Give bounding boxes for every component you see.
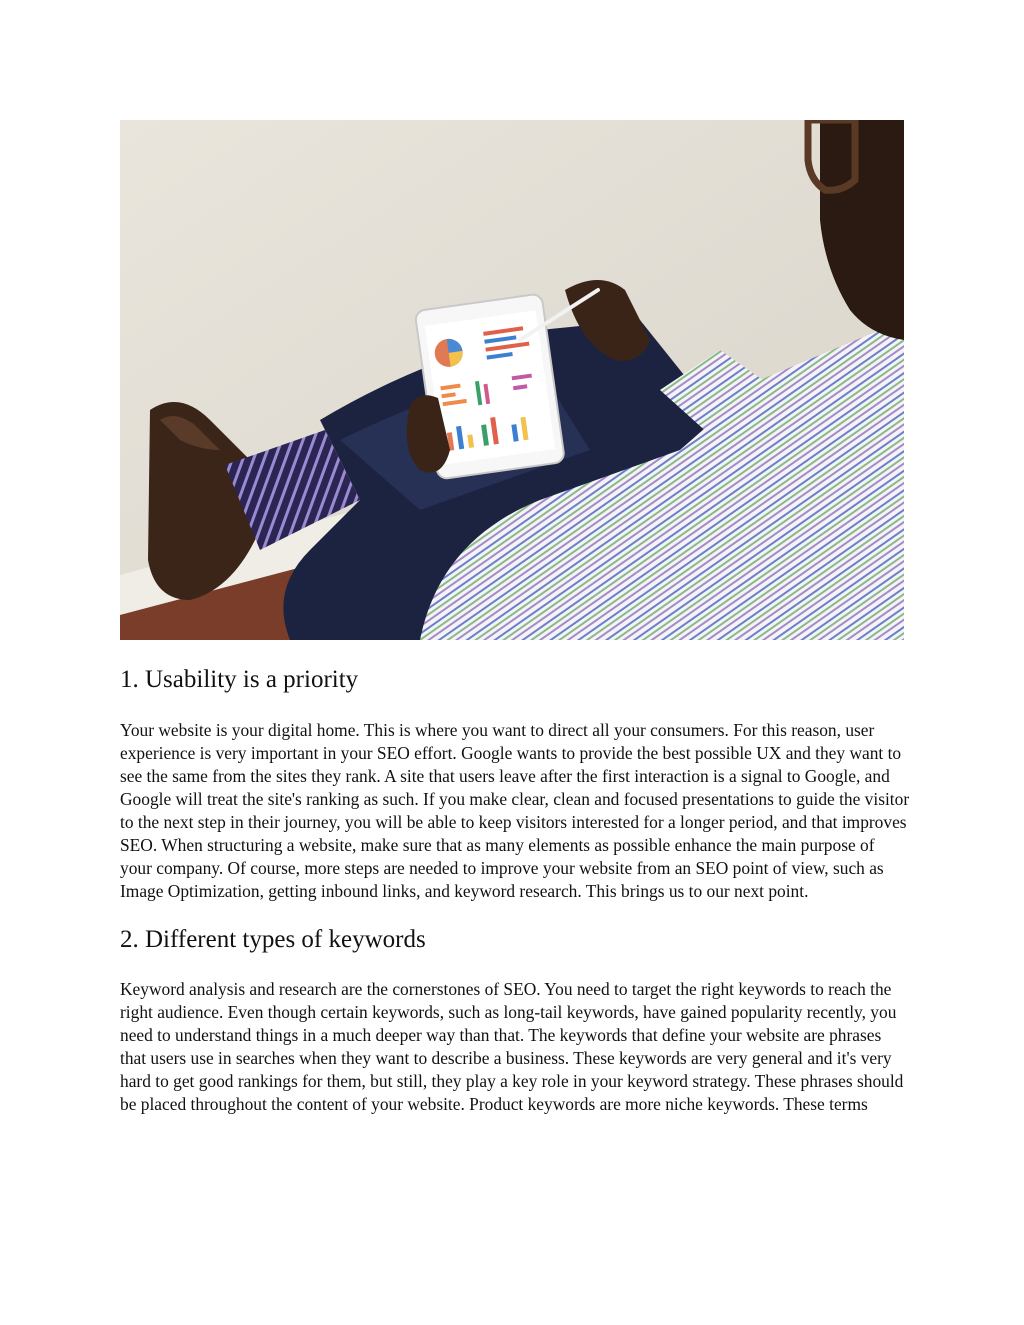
section-heading: 1. Usability is a priority (120, 666, 359, 693)
section-paragraph: Keyword analysis and research are the cornerstones of SEO. You need to target the right keywords to reach the right audience. Even though certain keywords, such as long-tail keywords, have gained popularity recently, you need to understand things in a much deeper way than that. The keywords that define your website are phrases that users use in searches when they want to describe a business. These keywords are very general and it's very hard to get good rankings for them, but still, they play a key role in your keyword strategy. These phrases should be placed throughout the content of your website. Product keywords are more niche keywords. These terms (120, 979, 904, 1114)
article-body (120, 660, 910, 1116)
hero-photo (120, 120, 904, 640)
section-paragraph: Your website is your digital home. This is where you want to direct all your consumers. For this reason, user experience is very important in your SEO effort. Google wants to provide the best possible UX and they want to see the same from the sites they rank. A site that users leave after the first interaction is a signal to Google, and Google will treat the site's ranking as such. If you make clear, clean and focused presentations to guide the visitor to the next step in their journey, you will be able to keep visitors interested for a longer period, and that improves SEO. When structuring a website, make sure that as many elements as possible enhance the main purpose of your company. Of course, more steps are needed to improve your website from an SEO point of view, such as Image Optimization, getting inbound links, and keyword research. This brings us to our next point. (120, 720, 910, 901)
section-heading: 2. Different types of keywords (120, 926, 426, 953)
